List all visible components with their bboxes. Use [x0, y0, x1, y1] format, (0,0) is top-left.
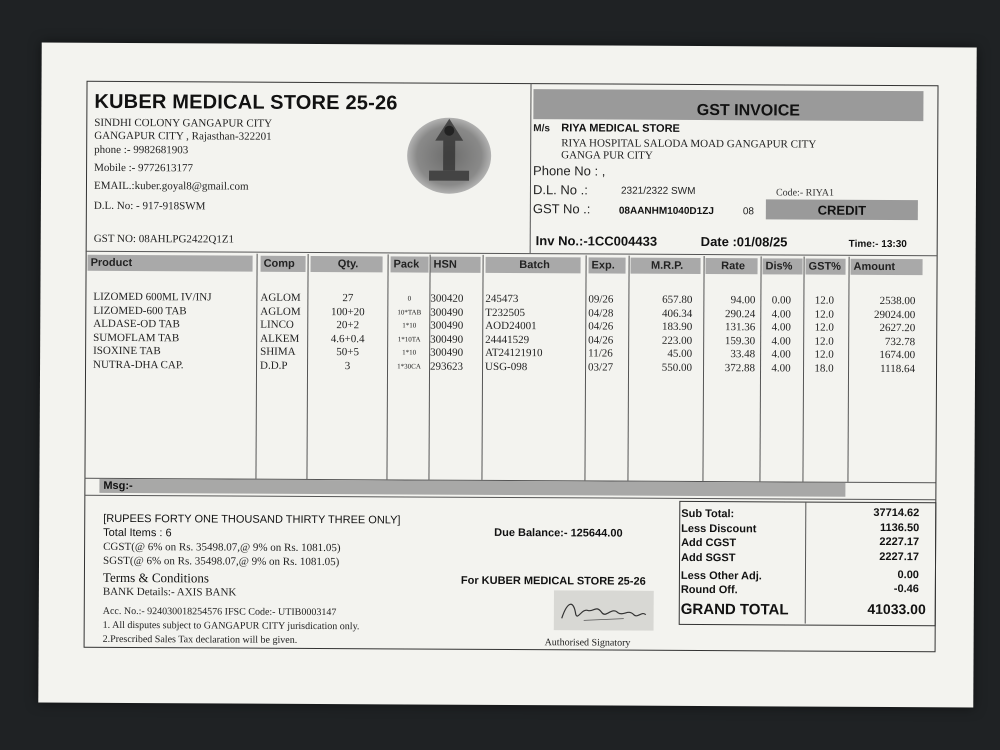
col-header-amount: Amount	[851, 259, 923, 275]
cell-mrp: 550.00	[661, 361, 693, 374]
cell-pack: 1*10	[402, 348, 417, 357]
cell-rate: 131.36	[724, 321, 756, 334]
cell-pack: 0	[407, 294, 412, 303]
totals-label: Less Other Adj.	[680, 569, 762, 583]
cell-pack: 10*TAB	[397, 307, 422, 317]
due-balance: Due Balance:- 125644.00	[494, 526, 623, 540]
terms-title: Terms & Conditions	[102, 569, 209, 586]
customer-address-2: GANGA PUR CITY	[561, 149, 653, 162]
totals-value: 37714.62	[873, 506, 920, 520]
cell-rate: 290.24	[725, 307, 756, 320]
cell-qty: 27	[342, 292, 354, 305]
cell-amount: 29024.00	[874, 308, 916, 321]
store-dl: D.L. No: - 917-918SWM	[93, 199, 206, 213]
for-store: For KUBER MEDICAL STORE 25-26	[460, 574, 646, 588]
cell-batch: AT24121910	[485, 346, 543, 360]
total-items: Total Items : 6	[103, 526, 172, 540]
cell-pack: 1*10	[402, 321, 417, 330]
totals-value: 1136.50	[880, 521, 920, 535]
cell-batch: USG-098	[485, 360, 528, 373]
cell-gst: 12.0	[814, 294, 835, 307]
cell-amount: 1118.64	[880, 362, 916, 375]
cell-dis: 4.00	[771, 348, 791, 361]
cell-comp: AGLOM	[260, 305, 301, 318]
dl-value: 2321/2322 SWM	[620, 185, 696, 197]
cell-comp: ALKEM	[260, 332, 300, 345]
cell-pack: 1*30CA	[397, 361, 421, 371]
cell-product: ALDASE-OD TAB	[93, 317, 180, 331]
cell-hsn: 300490	[430, 306, 464, 319]
cell-mrp: 183.90	[661, 320, 693, 333]
cell-amount: 732.78	[884, 335, 916, 348]
cell-qty: 50+5	[336, 346, 360, 359]
cell-mrp: 657.80	[662, 293, 693, 306]
cell-batch: T232505	[485, 306, 526, 319]
customer-code: Code:- RIYA1	[775, 187, 835, 199]
cell-product: LIZOMED-600 TAB	[93, 304, 187, 317]
cell-rate: 372.88	[724, 361, 756, 374]
store-name: KUBER MEDICAL STORE 25-26	[94, 90, 398, 115]
cell-exp: 09/26	[588, 293, 614, 306]
invoice-number: Inv No.:-1CC004433	[535, 233, 658, 249]
cell-hsn: 293623	[430, 360, 464, 373]
term-2: 2.Prescribed Sales Tax declaration will be given.	[102, 633, 298, 646]
cell-dis: 0.00	[771, 294, 792, 307]
store-address-1: SINDHI COLONY GANGAPUR CITY	[94, 116, 273, 130]
cell-batch: 24441529	[485, 333, 530, 346]
cell-qty: 4.6+0.4	[330, 332, 365, 345]
store-phone: phone :- 9982681903	[94, 143, 189, 157]
totals-value: 2227.17	[879, 535, 920, 549]
cell-gst: 12.0	[814, 348, 834, 361]
dl-label: D.L. No .:	[532, 182, 588, 198]
cell-amount: 2538.00	[879, 294, 916, 308]
col-header-qty: Qty.	[311, 256, 383, 272]
cell-product: LIZOMED 600ML IV/INJ	[93, 290, 212, 304]
col-header-product: Product	[88, 255, 253, 272]
cell-rate: 33.48	[730, 348, 756, 361]
signature-image	[554, 590, 654, 631]
grand-total-value: 41033.00	[867, 600, 926, 618]
cell-comp: LINCO	[260, 318, 294, 331]
cell-gst: 12.0	[814, 308, 834, 321]
cell-hsn: 300420	[430, 292, 464, 305]
msg-label: Msg:-	[103, 479, 133, 493]
cell-mrp: 406.34	[662, 307, 693, 320]
col-header-dis: Dis%	[763, 258, 803, 274]
store-logo-emblem	[403, 110, 495, 196]
cell-pack: 1*10TA	[397, 334, 421, 344]
bank-details: BANK Details:- AXIS BANK	[102, 585, 237, 599]
store-gst: GST NO: 08AHLPG2422Q1Z1	[93, 232, 235, 246]
totals-value: 2227.17	[879, 550, 920, 564]
cell-exp: 03/27	[588, 360, 614, 374]
col-header-pack: Pack	[391, 256, 429, 272]
cell-rate: 94.00	[730, 294, 756, 307]
cell-dis: 4.00	[771, 334, 791, 347]
col-header-comp: Comp	[261, 256, 306, 272]
cell-amount: 1674.00	[879, 348, 916, 362]
cell-batch: 245473	[485, 292, 519, 306]
cell-product: ISOXINE TAB	[93, 344, 161, 358]
cell-comp: SHIMA	[260, 345, 296, 358]
cell-exp: 04/28	[588, 306, 614, 320]
gst-suffix: 08	[742, 206, 755, 218]
totals-label: Add SGST	[681, 551, 736, 565]
cell-batch: AOD24001	[485, 319, 537, 333]
gst-label: GST No .:	[532, 201, 591, 217]
amount-in-words: [RUPEES FORTY ONE THOUSAND THIRTY THREE ONLY]	[103, 512, 401, 527]
cell-qty: 20+2	[336, 319, 360, 332]
cell-qty: 3	[344, 359, 351, 372]
cell-qty: 100+20	[330, 305, 365, 318]
cell-exp: 11/26	[588, 347, 613, 360]
cell-dis: 4.00	[771, 307, 791, 320]
col-header-batch: Batch	[486, 257, 581, 273]
col-header-hsn: HSN	[431, 257, 481, 273]
store-email: EMAIL.:kuber.goyal8@gmail.com	[93, 179, 249, 193]
totals-label: Add CGST	[681, 536, 737, 550]
col-header-mrp: M.R.P.	[631, 258, 701, 274]
totals-value: -0.46	[893, 583, 919, 596]
gst-invoice-title: GST INVOICE	[696, 101, 800, 120]
ms-label: M/s	[533, 123, 550, 135]
invoice-paper	[38, 43, 976, 708]
cell-dis: 4.00	[771, 361, 791, 374]
cell-product: NUTRA-DHA CAP.	[93, 358, 184, 371]
cell-comp: D.D.P	[260, 359, 288, 372]
cell-gst: 12.0	[814, 321, 834, 334]
totals-value: 0.00	[897, 569, 919, 582]
customer-name: RIYA MEDICAL STORE	[561, 122, 680, 135]
cell-product: SUMOFLAM TAB	[93, 331, 180, 344]
col-header-exp: Exp.	[589, 257, 626, 273]
cell-rate: 159.30	[724, 334, 756, 347]
store-mobile: Mobile :- 9772613177	[94, 161, 194, 175]
cell-hsn: 300490	[430, 319, 464, 332]
store-address-2: GANGAPUR CITY , Rajasthan-322201	[94, 129, 272, 143]
account-details: Acc. No.:- 924030018254576 IFSC Code:- UTIB0003147	[102, 605, 337, 619]
cell-gst: 18.0	[814, 362, 834, 375]
cgst-line: CGST(@ 6% on Rs. 35498.07,@ 9% on Rs. 1081.05)	[103, 540, 341, 555]
gst-value: 08AANHM1040D1ZJ	[618, 205, 714, 218]
cell-exp: 04/26	[588, 333, 614, 347]
totals-label: Less Discount	[681, 522, 757, 536]
col-header-rate: Rate	[706, 258, 758, 274]
cell-gst: 12.0	[814, 335, 834, 348]
cell-hsn: 300490	[430, 346, 464, 359]
cell-mrp: 45.00	[667, 347, 693, 360]
grand-total-label: GRAND TOTAL	[680, 600, 789, 619]
sgst-line: SGST(@ 6% on Rs. 35498.07,@ 9% on Rs. 1081.05)	[102, 554, 340, 569]
term-1: 1. All disputes subject to GANGAPUR CITY jurisdication only.	[102, 619, 360, 633]
cell-amount: 2627.20	[879, 321, 916, 335]
credit-label: CREDIT	[817, 202, 867, 218]
authorised-signatory: Authorised Signatory	[544, 637, 631, 649]
col-header-gst: GST%	[806, 259, 846, 275]
cell-exp: 04/26	[588, 320, 614, 333]
cell-hsn: 300490	[430, 333, 464, 346]
totals-label: Round Off.	[680, 583, 738, 597]
cell-mrp: 223.00	[661, 334, 693, 347]
phone-label: Phone No : ,	[533, 163, 606, 179]
cell-comp: AGLOM	[260, 291, 301, 304]
totals-label: Sub Total:	[681, 507, 735, 521]
customer-address-1: RIYA HOSPITAL SALODA MOAD GANGAPUR CITY	[561, 137, 817, 151]
cell-dis: 4.00	[771, 321, 791, 334]
invoice-time: Time:- 13:30	[848, 238, 907, 251]
invoice-date: Date :01/08/25	[700, 234, 788, 250]
